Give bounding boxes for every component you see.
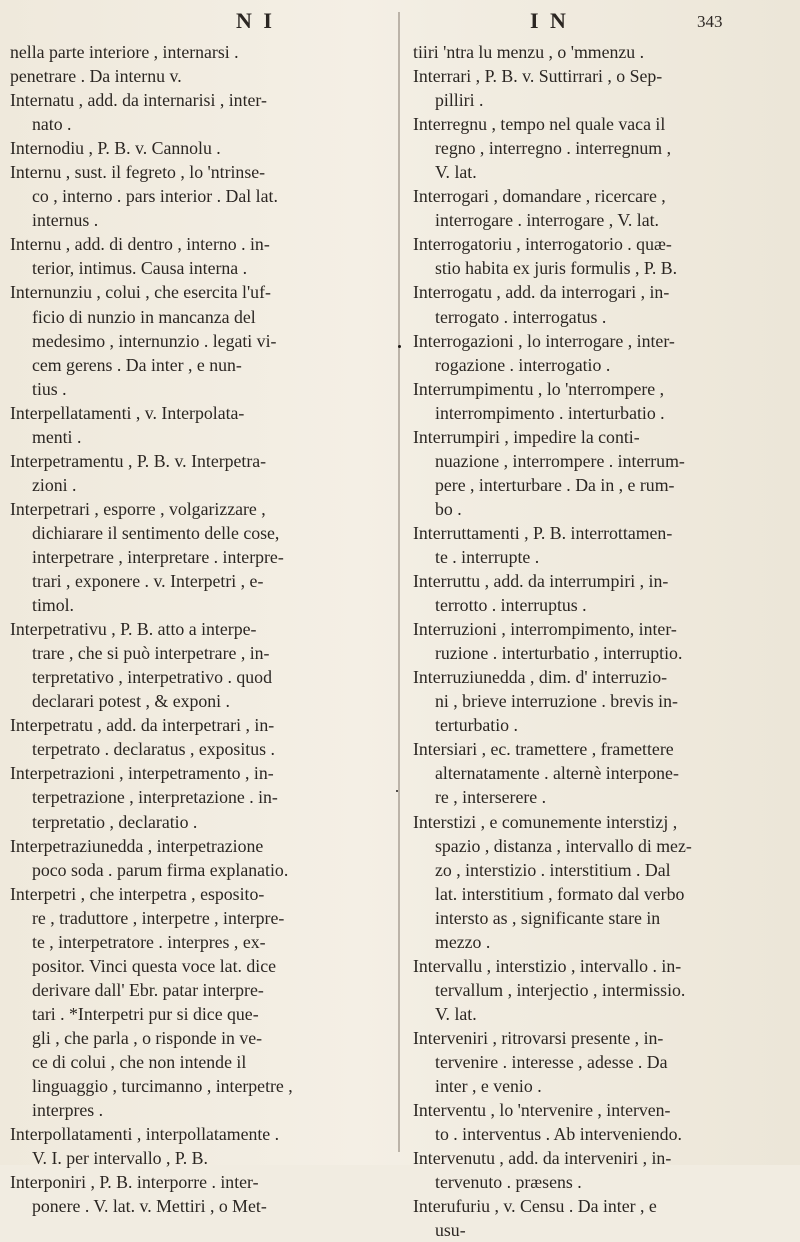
text-line: Interrumpimentu , lo 'nterrompere ,	[413, 378, 665, 399]
text-line: poco soda . parum firma explanatio.	[32, 859, 289, 880]
right-column	[413, 40, 793, 1242]
text-line: pilliri .	[435, 90, 484, 111]
text-line: tervallum , interjectio , intermissio.	[435, 979, 686, 1000]
text-line: pere , interturbare . Da in , e rum-	[435, 474, 675, 495]
text-line: trari , exponere . v. Interpetri , e-	[32, 571, 264, 592]
text-line: Interruttu , add. da interrumpiri , in-	[413, 571, 669, 592]
text-line: regno , interregno . interregnum ,	[435, 138, 672, 159]
text-line: spazio , distanza , intervallo di mez-	[435, 835, 692, 856]
text-line: alternatamente . alternè interpone-	[435, 763, 679, 784]
text-line: Interrogatu , add. da interrogari , in-	[413, 282, 670, 303]
text-line: zo , interstizio . interstitium . Dal	[435, 859, 671, 880]
text-line: Interpetratu , add. da interpetrari , in-	[10, 715, 275, 736]
column-divider	[398, 12, 400, 1152]
text-line: Interpetrazioni , interpetramento , in-	[10, 763, 274, 784]
text-line: tari . *Interpetri pur si dice que-	[32, 1003, 259, 1024]
text-line: terpretatio , declaratio .	[32, 811, 198, 832]
text-line: inter , e venio .	[435, 1076, 542, 1097]
text-line: terrogato . interrogatus .	[435, 306, 607, 327]
text-line: Interpetramentu , P. B. v. Interpetra-	[10, 450, 267, 471]
running-header	[0, 6, 800, 32]
text-line: interpres .	[32, 1100, 104, 1121]
text-line: Interpetrativu , P. B. atto a interpe-	[10, 619, 257, 640]
text-line: dichiarare il sentimento delle cose,	[32, 522, 280, 543]
text-line: terpretativo , interpetrativo . quod	[32, 667, 272, 688]
text-line: terturbatio .	[435, 715, 518, 736]
text-line: intersto as , significante stare in	[435, 907, 661, 928]
text-line: timol.	[32, 595, 74, 616]
text-line: rogazione . interrogatio .	[435, 354, 611, 375]
text-line: Interpetri , che interpetra , esposito-	[10, 883, 265, 904]
text-line: cem gerens . Da inter , e nun-	[32, 354, 242, 375]
text-line: Interufuriu , v. Censu . Da inter , e	[413, 1196, 657, 1217]
text-line: Internunziu , colui , che esercita l'uf-	[10, 282, 271, 303]
text-line: declarari potest , & exponi .	[32, 691, 230, 712]
text-line: terpetrazione , interpretazione . in-	[32, 787, 278, 808]
text-line: penetrare . Da internu v.	[10, 66, 182, 87]
text-line: Interruttamenti , P. B. interrottamen-	[413, 522, 673, 543]
text-line: terrotto . interruptus .	[435, 595, 587, 616]
text-line: Intervallu , interstizio , intervallo . in-	[413, 955, 682, 976]
text-line: ponere . V. lat. v. Mettiri , o Met-	[32, 1196, 267, 1217]
text-line: Intersiari , ec. tramettere , framettere	[413, 739, 674, 760]
text-line: medesimo , internunzio . legati vi-	[32, 330, 277, 351]
text-line: co , interno . pars interior . Dal lat.	[32, 186, 278, 207]
text-line: Internu , add. di dentro , interno . in-	[10, 234, 270, 255]
text-line: re , interserere .	[435, 787, 547, 808]
text-line: V. lat.	[435, 1003, 477, 1024]
text-line: Internu , sust. il fegreto , lo 'ntrinse-	[10, 162, 266, 183]
text-line: derivare dall' Ebr. patar interpre-	[32, 979, 264, 1000]
header-left-letters: N I	[236, 8, 275, 33]
text-line: V. I. per intervallo , P. B.	[32, 1148, 208, 1169]
text-line: te , interpetratore . interpres , ex-	[32, 931, 266, 952]
text-line: Interpellatamenti , v. Interpolata-	[10, 402, 245, 423]
text-line: Interregnu , tempo nel quale vaca il	[413, 114, 666, 135]
text-line: Interrogazioni , lo interrogare , inter-	[413, 330, 675, 351]
text-line: te . interrupte .	[435, 546, 540, 567]
text-line: nuazione , interrompere . interrum-	[435, 450, 685, 471]
left-column	[10, 40, 392, 1218]
text-line: Interpollatamenti , interpollatamente .	[10, 1124, 280, 1145]
text-line: tervenuto . præsens .	[435, 1172, 582, 1193]
text-line: Interruzioni , interrompimento, inter-	[413, 619, 677, 640]
text-line: interpetrare , interpretare . interpre-	[32, 546, 284, 567]
text-line: positor. Vinci questa voce lat. dice	[32, 955, 277, 976]
text-line: tervenire . interesse , adesse . Da	[435, 1051, 668, 1072]
text-line: Interpetraziunedda , interpetrazione	[10, 835, 264, 856]
text-line: internus .	[32, 210, 99, 231]
page-number: 343	[697, 12, 723, 31]
text-line: Internodiu , P. B. v. Cannolu .	[10, 138, 221, 159]
text-line: Interpetrari , esporre , volgarizzare ,	[10, 498, 266, 519]
text-line: Interrumpiri , impedire la conti-	[413, 426, 640, 447]
text-line: Interstizi , e comunemente interstizj ,	[413, 811, 678, 832]
text-line: nella parte interiore , internarsi .	[10, 42, 239, 62]
text-line: terior, intimus. Causa interna .	[32, 258, 248, 279]
text-line: re , traduttore , interpetre , interpre-	[32, 907, 285, 928]
text-line: to . interventus . Ab interveniendo.	[435, 1124, 682, 1145]
text-line: Interrogari , domandare , ricercare ,	[413, 186, 666, 207]
text-line: Interrari , P. B. v. Suttirrari , o Sep-	[413, 66, 663, 87]
text-line: stio habita ex juris formulis , P. B.	[435, 258, 678, 279]
text-line: menti .	[32, 426, 82, 447]
text-line: interrompimento . interturbatio .	[435, 402, 665, 423]
text-line: terpetrato . declaratus , expositus .	[32, 739, 275, 760]
text-line: usu-	[435, 1220, 466, 1241]
text-line: nato .	[32, 114, 72, 135]
text-line: ruzione . interturbatio , interruptio.	[435, 643, 683, 664]
text-line: mezzo .	[435, 931, 491, 952]
text-line: ce di colui , che non intende il	[32, 1051, 247, 1072]
text-line: bo .	[435, 498, 462, 519]
text-line: trare , che si può interpetrare , in-	[32, 643, 270, 664]
text-line: gli , che parla , o risponde in ve-	[32, 1027, 263, 1048]
ink-speck	[396, 790, 398, 792]
text-line: V. lat.	[435, 162, 477, 183]
text-line: interrogare . interrogare , V. lat.	[435, 210, 659, 231]
text-line: tius .	[32, 378, 67, 399]
text-line: linguaggio , turcimanno , interpetre ,	[32, 1076, 293, 1097]
header-right-letters: I N	[530, 8, 569, 33]
text-line: Interrogatoriu , interrogatorio . quæ-	[413, 234, 672, 255]
ink-speck	[398, 345, 401, 348]
text-line: Interponiri , P. B. interporre . inter-	[10, 1172, 259, 1193]
text-line: ni , brieve interruzione . brevis in-	[435, 691, 678, 712]
text-line: tiiri 'ntra lu menzu , o 'mmenzu .	[413, 42, 645, 62]
text-line: ficio di nunzio in mancanza del	[32, 306, 256, 327]
text-line: zioni .	[32, 474, 77, 495]
text-line: Internatu , add. da internarisi , inter-	[10, 90, 267, 111]
text-line: Interventu , lo 'ntervenire , interven-	[413, 1100, 671, 1121]
text-line: Interveniri , ritrovarsi presente , in-	[413, 1027, 664, 1048]
text-line: Interruziunedda , dim. d' interruzio-	[413, 667, 668, 688]
text-line: Intervenutu , add. da interveniri , in-	[413, 1148, 672, 1169]
text-line: lat. interstitium , formato dal verbo	[435, 883, 685, 904]
